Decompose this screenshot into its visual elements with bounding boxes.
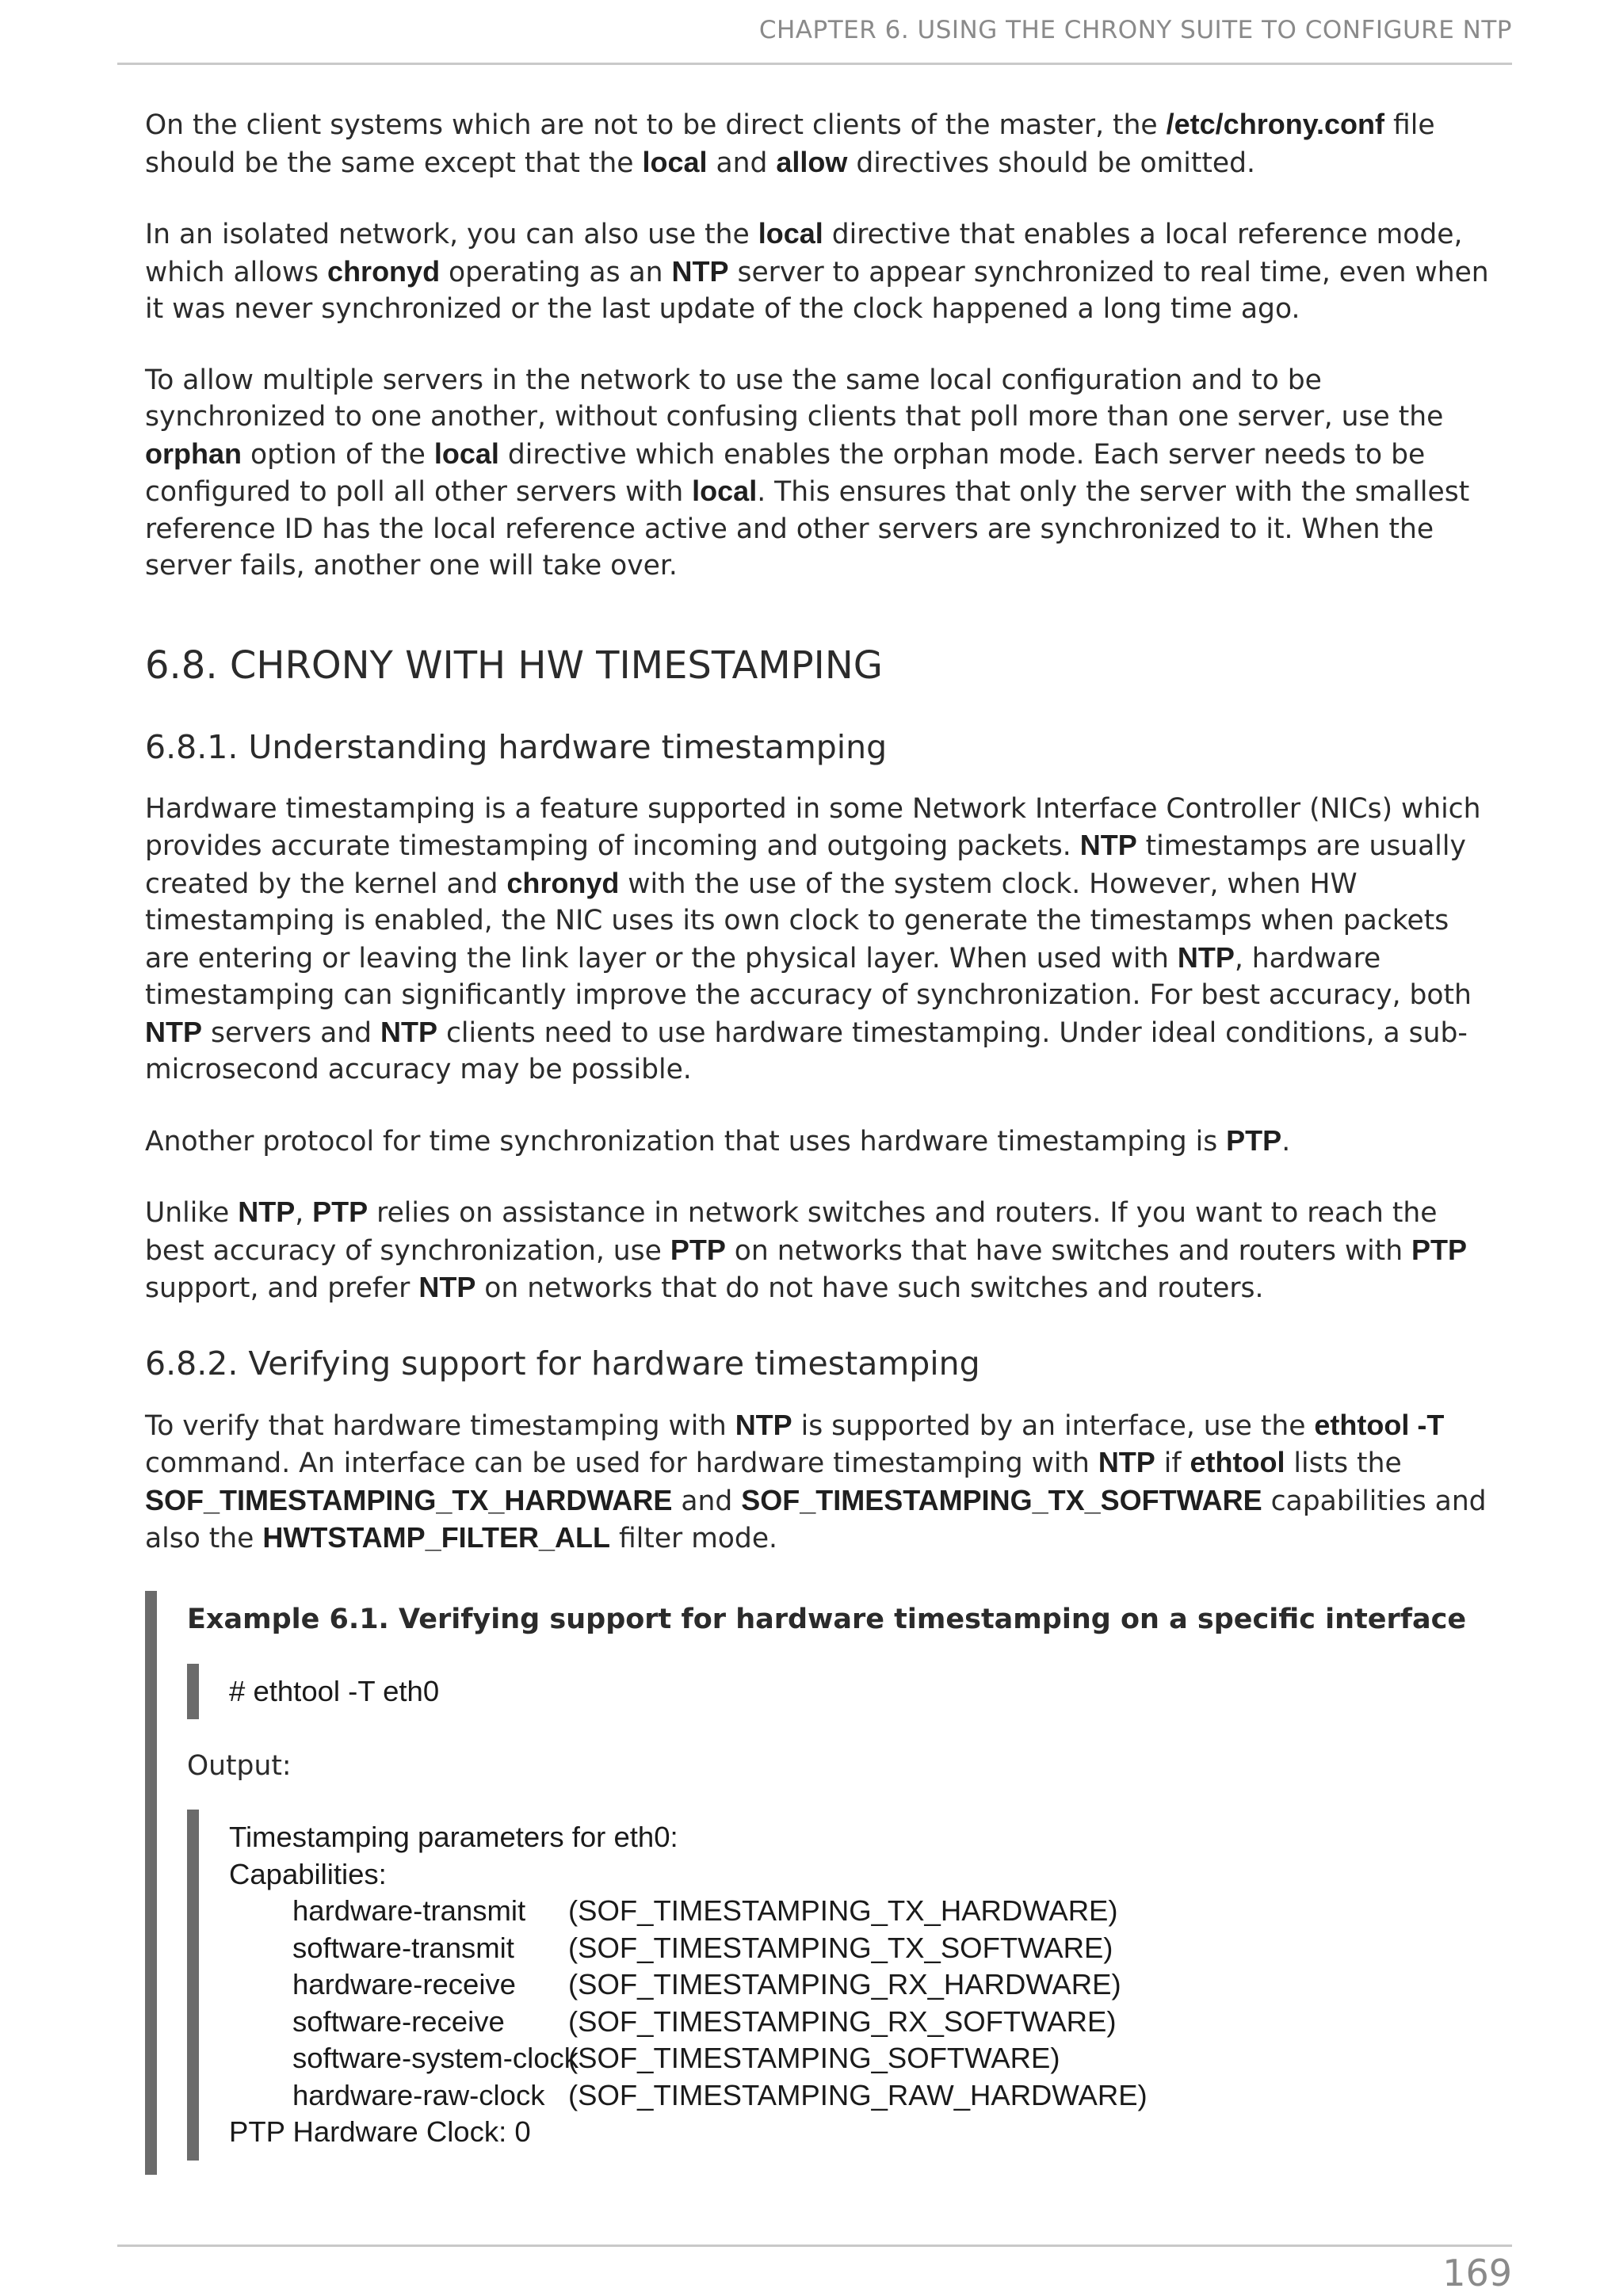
header-rule	[117, 63, 1512, 65]
capability-row	[229, 2077, 1500, 2115]
filepath-chrony-conf: /etc/chrony.conf	[1166, 108, 1385, 140]
capability-flag: (SOF_TIMESTAMPING_TX_SOFTWARE)	[568, 1931, 1113, 1964]
paragraph-ptp-protocol: Another protocol for time synchronization that uses hardware timestamping is PTP.	[145, 1123, 1291, 1158]
capability-row	[229, 1930, 1500, 1967]
capability-flag: (SOF_TIMESTAMPING_SOFTWARE)	[568, 2042, 1060, 2074]
page-number: 169	[1442, 2252, 1512, 2294]
example-block	[145, 1591, 1500, 2175]
command-code-block	[187, 1664, 1500, 1720]
running-header: CHAPTER 6. USING THE CHRONY SUITE TO CONFIGURE NTP	[758, 16, 1512, 44]
output-line: Capabilities:	[229, 1857, 387, 1890]
capability-name: software-system-clock	[292, 2042, 579, 2074]
subsection-heading-understanding: 6.8.1. Understanding hardware timestamping	[145, 727, 888, 766]
capability-name: hardware-receive	[292, 1968, 516, 2000]
page-content	[145, 106, 1500, 2175]
command-line: # ethtool -T eth0	[229, 1674, 440, 1707]
capability-name: hardware-raw-clock	[292, 2078, 545, 2111]
capability-flag: (SOF_TIMESTAMPING_RX_HARDWARE)	[568, 1968, 1121, 2000]
capability-row	[229, 2040, 1500, 2077]
capability-flag: (SOF_TIMESTAMPING_RAW_HARDWARE)	[568, 2078, 1148, 2111]
capability-name: hardware-transmit	[292, 1894, 526, 1927]
capability-name: software-transmit	[292, 1931, 514, 1964]
output-label: Output:	[187, 1750, 292, 1782]
subsection-heading-verifying: 6.8.2. Verifying support for hardware timestamping	[145, 1344, 980, 1383]
output-code-block	[187, 1810, 1500, 2161]
capability-row	[229, 2004, 1500, 2041]
paragraph-hw-timestamping: Hardware timestamping is a feature supported in some Network Interface Controller (NICs) which provides accurate timestamping of incoming and outgoing packets. NTP timestamps are usually created by the kernel and chronyd with the use of the system clock. However, when HW timestamping is enabled, the NIC uses its own clock to generate the timestamps when packets are entering or leaving the link layer or the physical layer. When used with NTP, hardware timestamping can significantly improve the accuracy of synchronization. For best accuracy, both NTP servers and NTP clients need to use hardware timestamping. Under ideal conditions, a sub-microsecond accuracy may be possible.	[145, 792, 1481, 1085]
paragraph-orphan-mode: To allow multiple servers in the network to use the same local configuration and to be synchronized to one another, without confusing clients that poll more than one server, use the orphan option of the local directive which enables the orphan mode. Each server needs to be configured to poll all other servers with local. This ensures that only the server with the smallest reference ID has the local reference active and other servers are synchronized to it. When the server fails, another one will take over.	[145, 364, 1470, 582]
output-line: Timestamping parameters for eth0:	[229, 1821, 678, 1853]
paragraph-verify-support: To verify that hardware timestamping with NTP is supported by an interface, use the ethtool -T command. An interface can be used for hardware timestamping with NTP if ethtool lists the SOF_TIMESTAMPING_TX_HARDWARE and SOF_TIMESTAMPING_TX_SOFTWARE capabilities and also the HWTSTAMP_FILTER_ALL filter mode.	[145, 1408, 1487, 1554]
capability-row	[229, 1966, 1500, 2004]
output-line: PTP Hardware Clock: 0	[229, 2115, 531, 2148]
example-title: Example 6.1. Verifying support for hardware timestamping on a specific interface	[187, 1603, 1467, 1635]
paragraph-isolated-network: In an isolated network, you can also use the local directive that enables a local reference mode, which allows chronyd operating as an NTP server to appear synchronized to real time, even when it was never synchronized or the last update of the clock happened a long time ago.	[145, 217, 1489, 325]
capability-flag: (SOF_TIMESTAMPING_RX_SOFTWARE)	[568, 2004, 1117, 2038]
paragraph-client-config: On the client systems which are not to be direct clients of the master, the /etc/chrony.conf file should be the same except that the local and allow directives should be omitted.	[145, 108, 1435, 179]
footer-rule	[117, 2245, 1512, 2247]
section-heading: 6.8. CHRONY WITH HW TIMESTAMPING	[145, 643, 883, 688]
capability-row	[229, 1893, 1500, 1930]
capability-flag: (SOF_TIMESTAMPING_TX_HARDWARE)	[568, 1894, 1118, 1927]
capability-name: software-receive	[292, 2004, 505, 2038]
paragraph-ntp-vs-ptp: Unlike NTP, PTP relies on assistance in network switches and routers. If you want to reach the best accuracy of synchronization, use PTP on networks that have switches and routers with PTP support, and prefer NTP on networks that do not have such switches and routers.	[145, 1196, 1468, 1304]
